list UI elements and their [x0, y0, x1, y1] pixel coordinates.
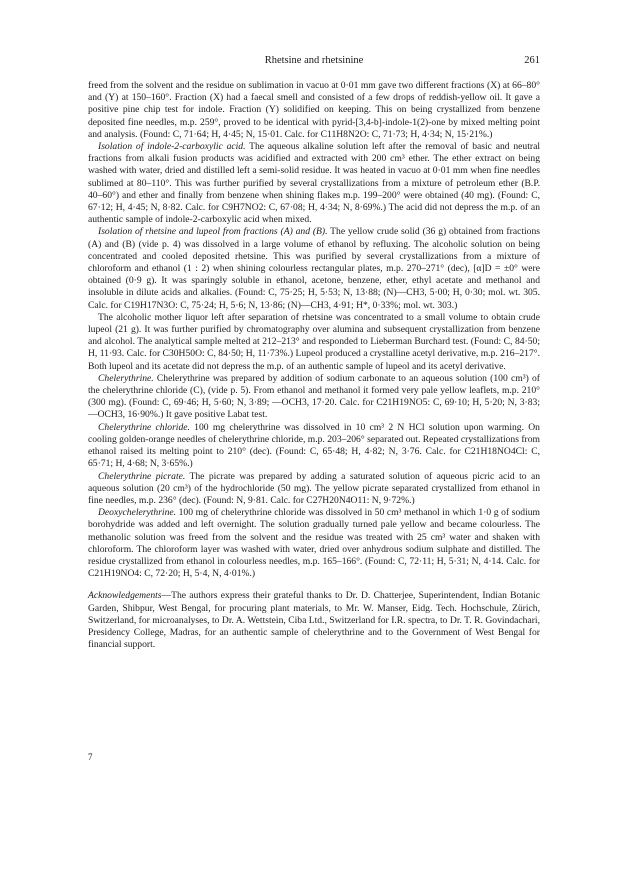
paragraph-chelerythrine-picrate	[88, 471, 540, 508]
section-heading: Deoxychelerythrine.	[98, 507, 177, 519]
running-title: Rhetsine and rhetsinine	[264, 55, 364, 66]
section-heading: Isolation of indole-2-carboxylic acid.	[98, 141, 246, 153]
paragraph-text: The aqueous alkaline solution left after the removal of basic and neutral fractions from alkali fusion products was acidified and extracted with 200 cm³ ether. The ether extract on being washed with water, dried and distilled left a semi-solid residue. It was heated in vacuo at 0·01 mm when fine needles sublimed at 80–110°. This was further purified by several crystallizations from a mixture of petroleum ether (B.P. 40–60°) and ether and finally from benzene when shining flakes m.p. 199–200° were obtained (40 mg). (Found: C, 67·12; H, 4·45; N, 8·82. Calc. for C9H7NO2: C, 67·08; H, 4·34; N, 8·69%.) The acid did not depress the m.p. of an authentic sample of indole-2-carboxylic acid when mixed.	[88, 141, 540, 226]
paragraph-text: 100 mg of chelerythrine chloride was dissolved in 50 cm³ methanol in which 1·0 g of sodium borohydride was added and left overnight. The solution gradually turned pale yellow and became colourless. The methanolic solution was freed from the solvent and the residue was treated with 25 cm³ water and shaken with chloroform. The chloroform layer was washed with water, dried over anhydrous sodium sulphate and distilled. The residue crystallized from ethanol in colourless needles, m.p. 165–166°. (Found: C, 72·11; H, 5·31; N, 4·14. Calc. for C21H19NO4: C, 72·20; H, 5·4, N, 4·01%.)	[88, 507, 540, 580]
paragraph-rhetsine-lupeol	[88, 226, 540, 311]
section-heading: Isolation of rhetsine and lupeol from fractions (A) and (B).	[98, 226, 328, 238]
paragraph-text: The yellow crude solid (36 g) obtained from fractions (A) and (B) (vide p. 4) was dissolved in a large volume of ethanol by refluxing. The alcoholic solution on being concentrated and cooled deposited rhetsine. This was purified by several crystallizations from a mixture of chloroform and ethanol (1 : 2) when shining colourless rectangular plates, m.p. 270–271° (dec), [α]D = ±0° were obtained (0·9 g). It was sparingly soluble in ethanol, acetone, benzene, ether, ethyl acetate and methanol and insoluble in dilute acids and alkalies. (Found: C, 75·25; H, 5·53; N, 13·88; (N)—CH3, 5·00; H, 0·30; mol. wt. 305. Calc. for C19H17N3O: C, 75·24; H, 5·6; N, 13·86; (N)—CH3, 4·91; H*, 0·33%; mol. wt. 303.)	[88, 226, 540, 311]
paragraph-text: Chelerythrine was prepared by addition of sodium carbonate to an aqueous solution (100 cm³) of the chelerythrine chloride (C), (vide p. 5). From ethanol and methanol it formed very pale yellow leaflets, m.p. 210° (300 mg). (Found: C, 69·46; H, 5·60; N, 3·89; —OCH3, 17·20. Calc. for C21H19NO5: C, 69·10; H, 5·20; N, 3·83; —OCH3, 16·90%.) It gave positive Labat test.	[88, 372, 540, 421]
paragraph-lupeol-purification: The alcoholic mother liquor left after separation of rhetsine was concentrated to a small volume to obtain crude lupeol (21 g). It was further purified by chromatography over alumina and subsequent crystallization from benzene and alcohol. The analytical sample melted at 212–213° and responded to Lieberman Burchard test. (Found: C, 84·50; H, 11·93. Calc. for C30H50O: C, 84·50; H, 11·73%.) Lupeol produced a crystalline acetyl derivative, m.p. 216–217°. Both lupeol and its acetate did not depress the m.p. of an authentic sample of lupeol and its acetyl derivative.	[88, 311, 540, 372]
page-number: 261	[524, 55, 540, 66]
paragraph-acknowledgements	[88, 590, 540, 651]
section-heading: Chelerythrine.	[98, 372, 154, 384]
section-heading: Chelerythrine chloride.	[98, 421, 190, 433]
paragraph-deoxychelerythrine	[88, 507, 540, 580]
section-heading: Chelerythrine picrate.	[98, 470, 186, 482]
acknowledgements-text: —The authors express their grateful thanks to Dr. D. Chatterjee, Superintendent, Indian Botanic Garden, Shibpur, West Bengal, for procuring plant materials, to Mr. W. Manser, Eidg. Tech. Hochschule, Zürich, Switzerland, for microanalyses, to Dr. A. Wettstein, Ciba Ltd., Switzerland for I.R. spectra, to Dr. T. R. Govindachari, Presidency College, Madras, for an authentic sample of chelerythrine and to the Government of West Bengal for financial support.	[88, 590, 540, 651]
paragraph-indole-carboxylic-acid	[88, 141, 540, 226]
acknowledgements-heading: Acknowledgements	[88, 590, 162, 602]
paragraph-text: The picrate was prepared by adding a saturated solution of aqueous picric acid to an aqueous solution (20 cm³) of the hydrochloride (50 mg). The yellow picrate separated crystallized from ethanol in fine needles, m.p. 236° (dec). (Found: N, 9·81. Calc. for C27H20N4O11: N, 9·72%.)	[88, 470, 541, 506]
article-body	[88, 80, 540, 651]
paragraph-chelerythrine-chloride	[88, 422, 540, 471]
paragraph-text: 100 mg chelerythrine was dissolved in 10 cm³ 2 N HCl solution upon warming. On cooling golden-orange needles of chelerythrine chloride, m.p. 203–206° separated out. Repeated crystallizations from ethanol raised its melting point to 210° (dec). (Found: C, 65·48; H, 4·82; N, 3·76. Calc. for C21H18NO4Cl: C, 65·71; H, 4·68; N, 3·65%.)	[88, 421, 540, 470]
running-head	[88, 55, 540, 71]
folio-number: 7	[88, 752, 93, 762]
paragraph-fraction-sublimation: freed from the solvent and the residue on sublimation in vacuo at 0·01 mm gave two different fractions (X) at 66–80° and (Y) at 150–160°. Fraction (X) had a faecal smell and consisted of a few drops of reddish-yellow oil. It gave a positive pine chip test for indole. Fraction (Y) solidified on keeping. This on being crystallized from benzene deposited fine needles, m.p. 259°, proved to be identical with pyrid-[3,4-b]-indole-1(2)-one by mixed melting point and analysis. (Found: C, 71·64; H, 4·45; N, 15·01. Calc. for C11H8N2O: C, 71·73; H, 4·34; N, 15·21%.)	[88, 80, 540, 140]
paragraph-chelerythrine	[88, 373, 540, 422]
